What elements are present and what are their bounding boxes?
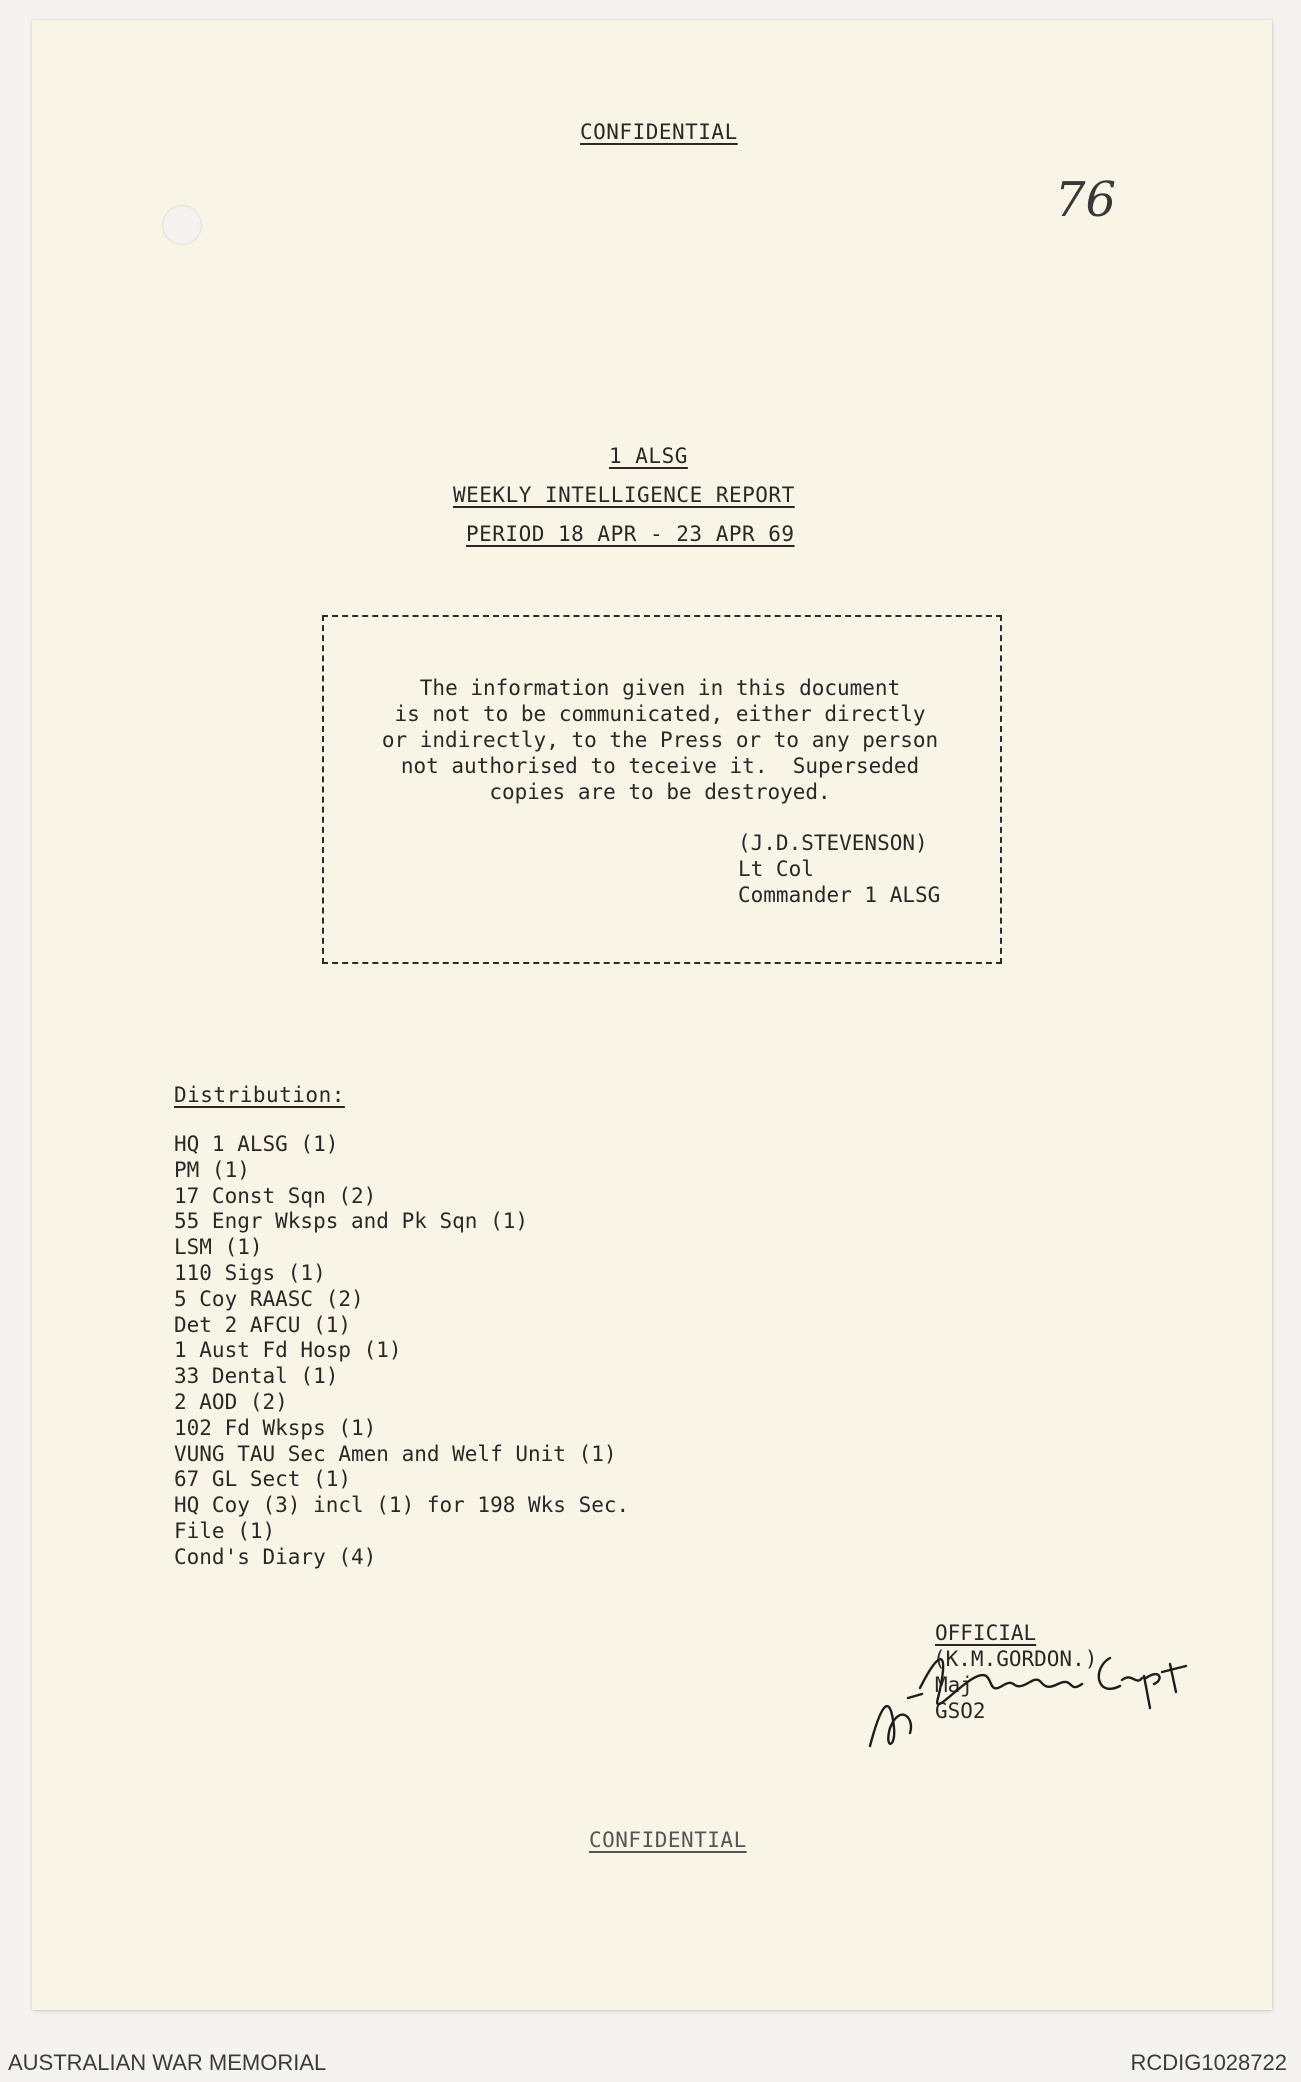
list-item: File (1) [174,1518,276,1543]
signatory-name: (J.D.STEVENSON) [738,831,928,855]
footer-record-id: RCDIG1028722 [1130,2050,1287,2075]
signatory-title: Commander 1 ALSG [738,883,941,907]
signatory-rank: Lt Col [738,857,814,881]
notice-line: is not to be communicated, either directly [394,702,926,726]
list-item: 55 Engr Wksps and Pk Sqn (1) [174,1209,529,1234]
list-item: 5 Coy RAASC (2) [174,1286,364,1311]
unit-title: 1 ALSG [609,444,688,468]
list-item: PM (1) [174,1157,250,1182]
list-item: 110 Sigs (1) [174,1260,326,1285]
notice-signatory [738,830,940,908]
notice-line: copies are to be destroyed. [489,780,831,804]
official-name: (K.M.GORDON.) [933,1647,1098,1671]
list-item: 67 GL Sect (1) [174,1467,352,1492]
report-period: PERIOD 18 APR - 23 APR 69 [466,522,795,546]
list-item: 2 AOD (2) [174,1389,288,1414]
list-item: 33 Dental (1) [174,1364,339,1389]
distribution-heading: Distribution: [174,1083,345,1107]
list-item: Cond's Diary (4) [174,1544,377,1569]
security-notice-text [350,675,970,805]
list-item: HQ 1 ALSG (1) [174,1132,339,1156]
list-item: 1 Aust Fd Hosp (1) [174,1338,402,1363]
official-appointment: GSO2 [935,1699,986,1723]
punch-hole [162,205,202,245]
footer-institution: AUSTRALIAN WAR MEMORIAL [8,2050,327,2075]
classification-bottom: CONFIDENTIAL [589,1828,747,1852]
handwritten-page-number: 76 [1055,172,1117,228]
notice-line: The information given in this document [419,676,901,700]
list-item: HQ Coy (3) incl (1) for 198 Wks Sec. [174,1493,630,1518]
official-rank: Maj [935,1673,973,1697]
list-item: VUNG TAU Sec Amen and Welf Unit (1) [174,1441,617,1466]
archive-footer [0,2046,1301,2082]
list-item: 102 Fd Wksps (1) [174,1415,377,1440]
list-item: Det 2 AFCU (1) [174,1312,352,1337]
distribution-list [174,1132,629,1571]
classification-top: CONFIDENTIAL [580,120,738,144]
list-item: LSM (1) [174,1235,263,1260]
official-label: OFFICIAL [935,1621,1037,1645]
report-title: WEEKLY INTELLIGENCE REPORT [453,483,795,507]
list-item: 17 Const Sqn (2) [174,1183,377,1208]
notice-line: or indirectly, to the Press or to any person [381,728,939,752]
notice-line: not authorised to teceive it. Superseded [400,754,920,778]
handwritten-signature [860,1628,1200,1768]
